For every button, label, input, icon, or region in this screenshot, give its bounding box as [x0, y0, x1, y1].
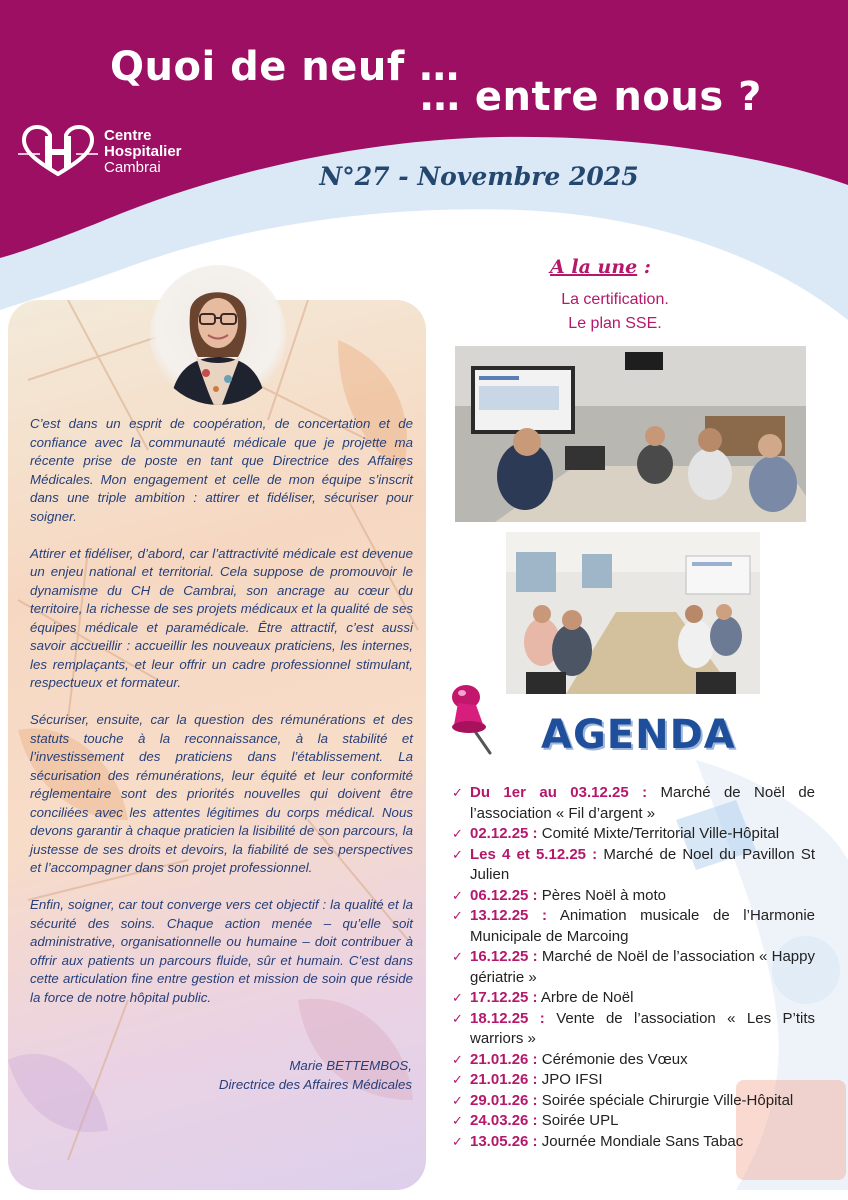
signature-name: Marie BETTEMBOS, [289, 1058, 412, 1073]
author-portrait [150, 265, 286, 405]
agenda-item [452, 906, 815, 947]
logo-text-line-1: Centre [104, 127, 152, 144]
check-icon: ✓ [452, 1051, 463, 1067]
une-heading-colon: : [637, 256, 651, 278]
agenda-text: Soirée UPL [537, 1112, 619, 1129]
agenda-date: 21.01.26 : [470, 1050, 538, 1068]
check-icon: ✓ [452, 1092, 463, 1108]
agenda-date: 02.12.25 : [470, 825, 538, 842]
agenda-item [452, 1091, 815, 1112]
agenda-date: 13.05.26 : [470, 1132, 538, 1150]
agenda-item [452, 947, 815, 988]
issue-number: N°27 - Novembre 2025 [319, 162, 639, 191]
agenda-date: 06.12.25 : [470, 886, 538, 904]
check-icon: ✓ [452, 887, 463, 903]
meeting-photo-screen [455, 346, 806, 522]
agenda-date: 17.12.25 : [470, 989, 538, 1006]
agenda-date: 24.03.26 : [470, 1112, 538, 1129]
agenda-item [452, 824, 815, 845]
agenda-item [452, 1132, 815, 1153]
check-icon: ✓ [452, 846, 463, 862]
agenda-item [452, 988, 815, 1009]
check-icon: ✓ [452, 908, 463, 923]
agenda-text: Marché de Noel du Pavillon St Julien [470, 845, 815, 883]
editorial-paragraph-2: Attirer et fidéliser, d’abord, car l’attractivité médicale est devenue un enjeu national et territorial. Cela suppose de promouvoir le dynamisme du CH de Cambrai, son ancrage au cœur du territoire, la richesse de ses projets médicaux et la qualité de ses équipes médicale et paramédicale. Être attractif, c’est aussi savoir accueillir : accueillir les nouveaux praticiens, les internes, les remplaçants, et leur offrir un cadre professionnel stimulant, respectueux et formateur. [30, 545, 413, 690]
newsletter-title-line-2: … entre nous ? [420, 74, 762, 120]
agenda-date: Du 1er au 03.12.25 : [470, 784, 648, 801]
editorial-paragraph-4: Enfin, soigner, car tout converge vers cet objectif : la qualité et la sécurité des soins. Chaque action menée – qu’elle soit administrative, organisationnelle ou humaine – doit contribuer à offrir aux patients un parcours fluide, sûr et humain. C’est dans cette articulation fine entre gestion et mission de soin que réside la force de notre hôpital public. [30, 897, 413, 1005]
agenda-date: 13.12.25 : [470, 907, 548, 924]
logo-text-line-2: Hospitalier [104, 143, 182, 160]
signature-role: Directrice des Affaires Médicales [218, 1077, 412, 1092]
agenda-text: JPO IFSI [537, 1071, 603, 1088]
editorial-paragraph-3: Sécuriser, ensuite, car la question des rémunérations et des statuts touche à la reconnaissance, à la stabilité et l’investissement des praticiens dans l’établissement. La sécurisation des rémunérations, leur équité et leur conformité réglementaire sont des priorités nouvelles qui doivent être conciliées avec les attentes légitimes du corps médical. Nous devons garantir à chaque praticien la lisibilité de son parcours, la justesse de ses droits et devoirs, la fiabilité de ses perspectives et l’accompagner dans son projet professionnel. [30, 712, 413, 875]
check-icon: ✓ [452, 826, 463, 841]
editorial-text [30, 415, 413, 1026]
agenda-text: Marché de Noël de l’association « Happy gériatrie » [470, 948, 815, 986]
check-icon: ✓ [452, 1113, 463, 1128]
agenda-date: 29.01.26 : [470, 1091, 538, 1109]
agenda-text: Journée Mondiale Sans Tabac [537, 1132, 744, 1150]
une-heading-label: A la une [550, 256, 638, 278]
agenda-title: AGENDA [541, 712, 736, 758]
agenda-date: 16.12.25 : [470, 948, 538, 965]
check-icon: ✓ [452, 949, 463, 964]
check-icon: ✓ [452, 990, 463, 1005]
check-icon: ✓ [452, 1133, 463, 1149]
editorial-paragraph-1: C’est dans un esprit de coopération, de concertation et de confiance avec la communauté médicale que je projette ma récente prise de poste en tant que Directrice des Affaires Médicales. Mon engagement et celle de mon équipe s’inscrit dans une triple ambition : attirer et fidéliser, sécuriser pour soigner. [30, 416, 413, 524]
agenda-item [452, 886, 815, 907]
agenda-text: Animation musicale de l’Harmonie Municipale de Marcoing [470, 907, 815, 945]
agenda-text: Pères Noël à moto [537, 886, 666, 904]
meeting-photo-room [506, 532, 760, 694]
agenda-date: Les 4 et 5.12.25 : [470, 845, 598, 863]
agenda-item [452, 1070, 815, 1091]
check-icon: ✓ [452, 785, 463, 800]
agenda-item [452, 845, 815, 886]
agenda-text: Marché de Noël de l’association « Fil d’argent » [470, 784, 816, 822]
check-icon: ✓ [452, 1010, 463, 1026]
agenda-text: Soirée spéciale Chirurgie Ville-Hôpital [537, 1091, 794, 1109]
agenda-text: Vente de l’association « Les P’tits warriors » [470, 1009, 815, 1047]
agenda-item [452, 1111, 815, 1132]
check-icon: ✓ [452, 1072, 463, 1087]
logo-text-line-3: Cambrai [104, 159, 161, 176]
agenda-item [452, 1050, 815, 1071]
une-items [470, 288, 760, 336]
une-item-2: Le plan SSE. [568, 315, 662, 332]
agenda-list [452, 783, 815, 1152]
agenda-date: 18.12.25 : [470, 1009, 545, 1027]
une-item-1: La certification. [561, 291, 669, 308]
agenda-text: Arbre de Noël [537, 989, 634, 1006]
push-pin-icon [446, 683, 498, 755]
agenda-date: 21.01.26 : [470, 1071, 538, 1088]
editorial-signature [92, 1056, 412, 1094]
newsletter-title-line-1: Quoi de neuf … [110, 44, 460, 90]
agenda-item [452, 1009, 815, 1050]
agenda-text: Cérémonie des Vœux [537, 1050, 688, 1068]
agenda-item [452, 783, 815, 824]
agenda-text: Comité Mixte/Territorial Ville-Hôpital [537, 825, 780, 842]
une-heading [550, 256, 680, 286]
